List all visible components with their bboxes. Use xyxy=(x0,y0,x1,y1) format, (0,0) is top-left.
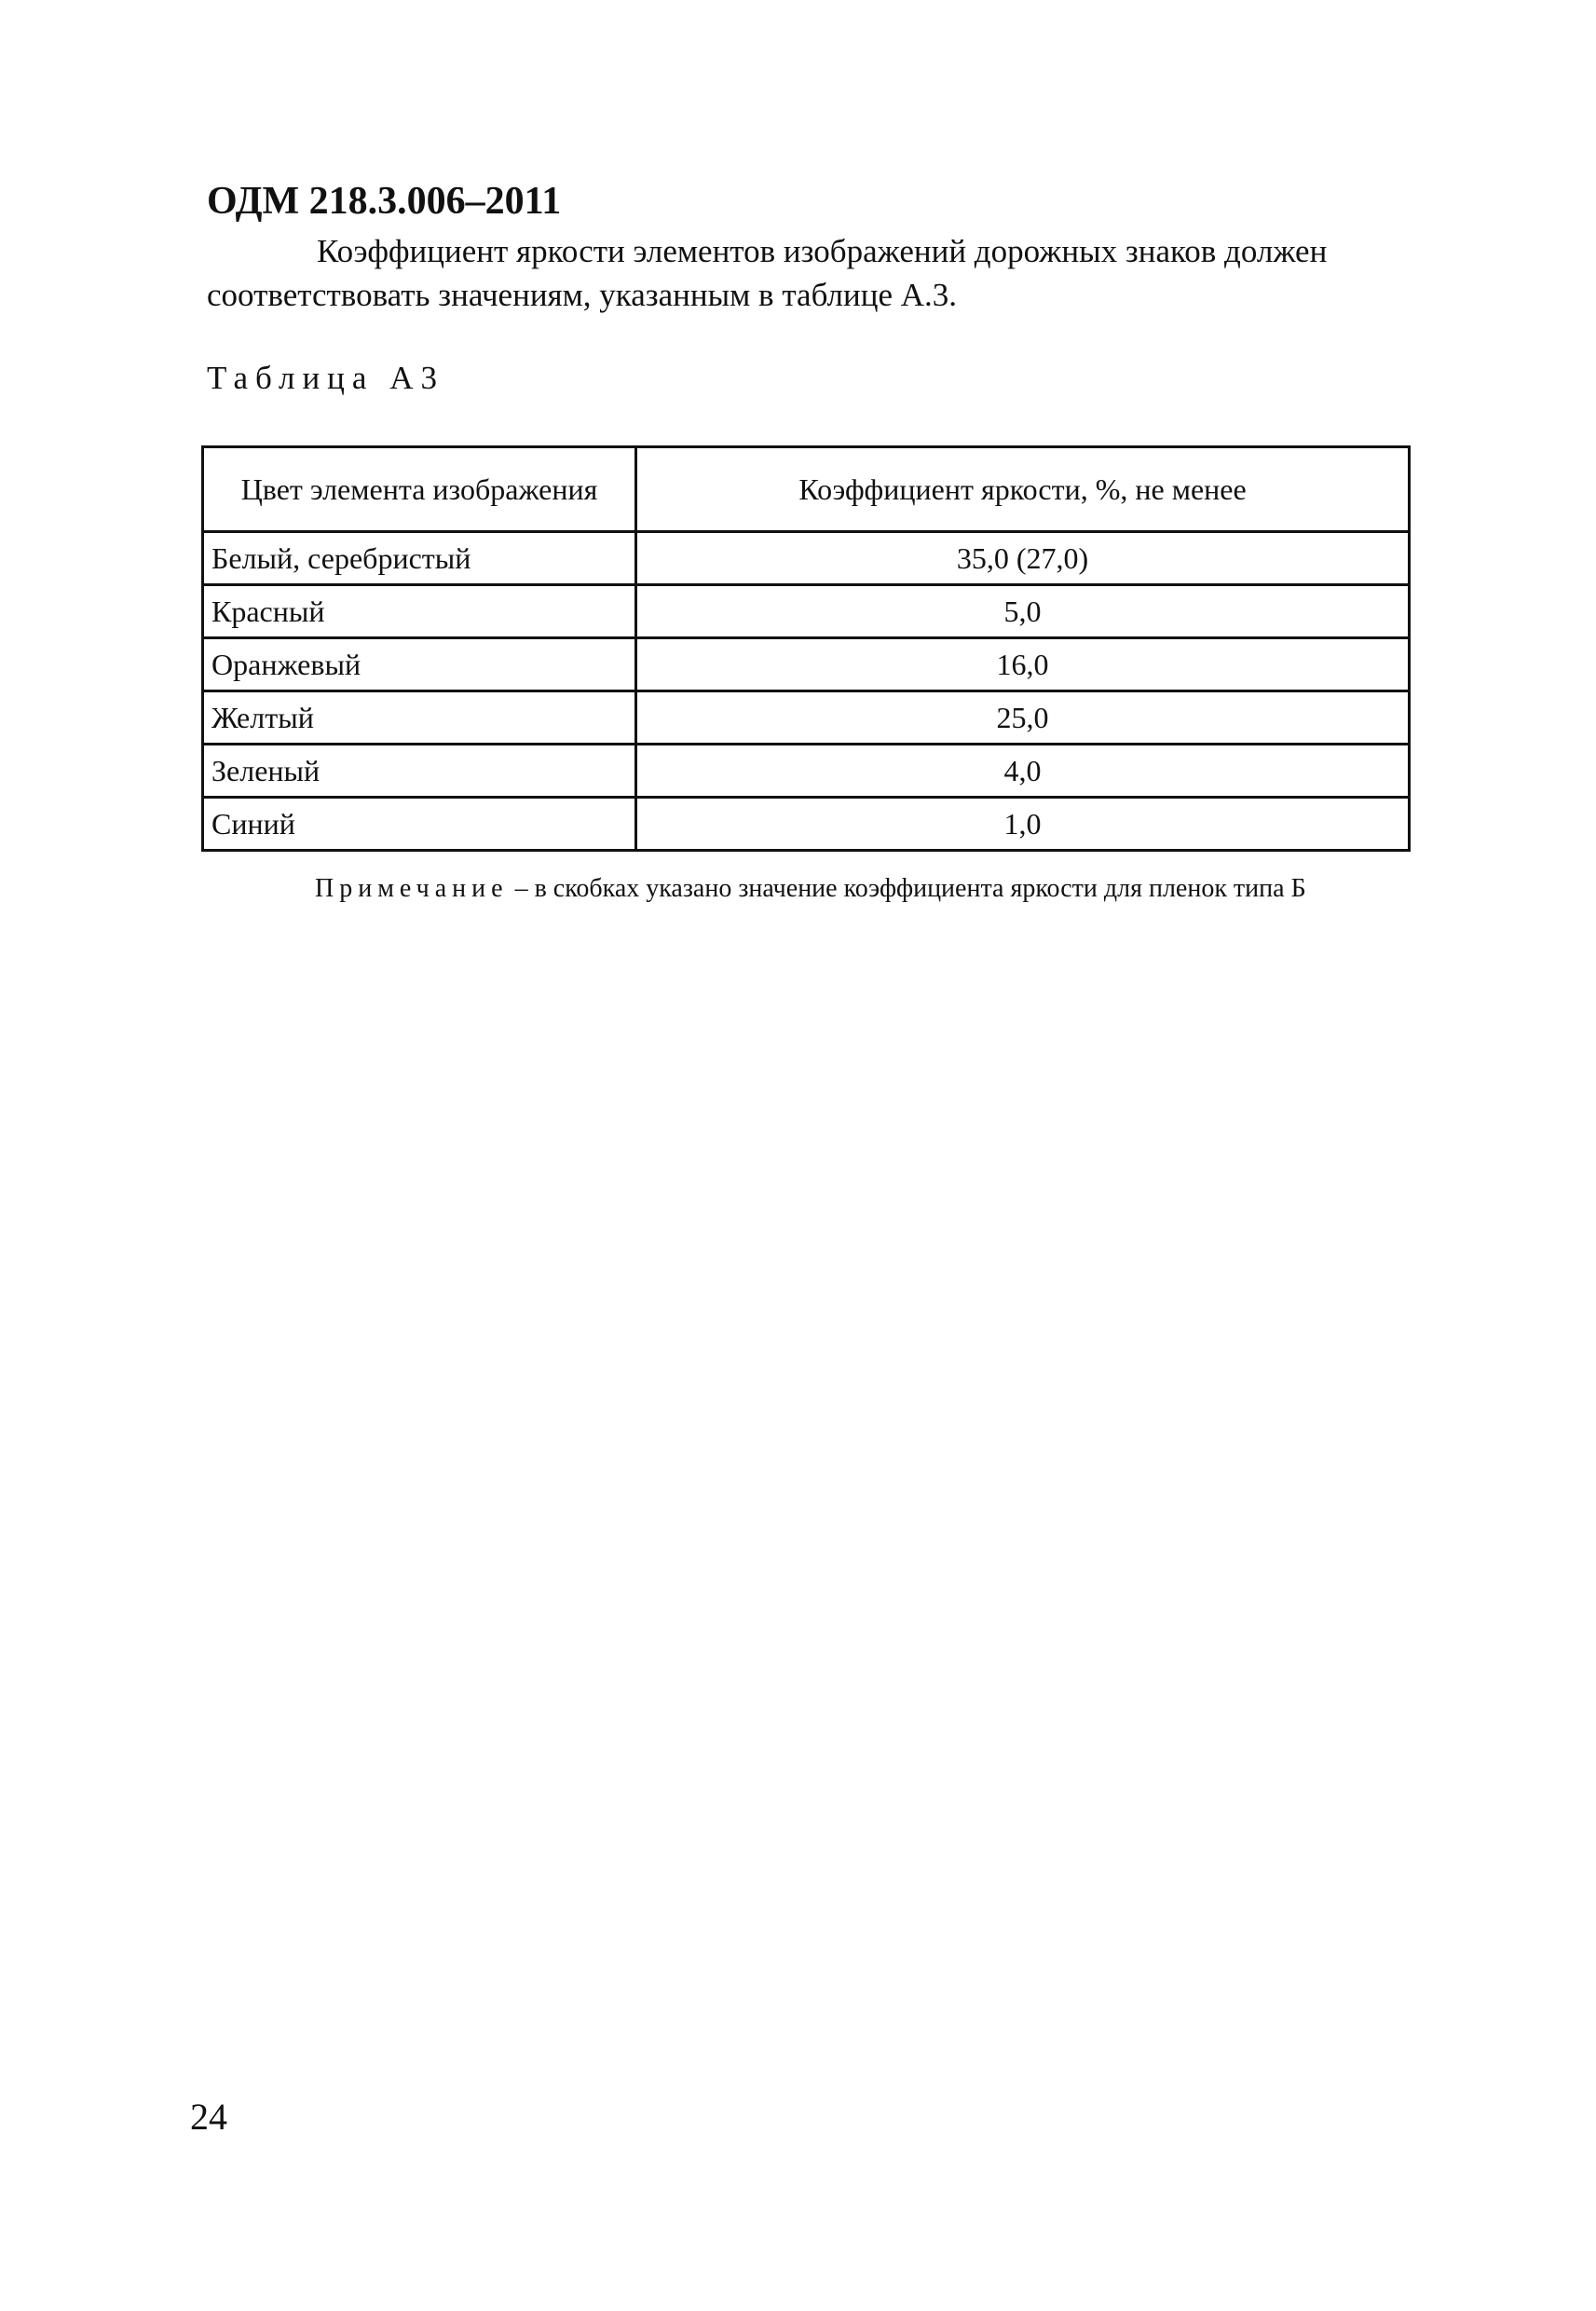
table-row xyxy=(203,585,1410,638)
cell-coefficient: 4,0 xyxy=(636,745,1410,798)
paragraph-line: соответствовать значениям, указанным в таблице А.3. xyxy=(207,277,957,313)
paragraph-line: Коэффициент яркости элементов изображений дорожных знаков должен xyxy=(317,233,1328,269)
intro-paragraph xyxy=(207,229,1409,317)
page-number: 24 xyxy=(190,2096,227,2138)
cell-coefficient: 35,0 (27,0) xyxy=(636,532,1410,585)
cell-color: Белый, серебристый xyxy=(203,532,636,585)
table-note xyxy=(315,874,1306,904)
table-row xyxy=(203,745,1410,798)
table-header-row xyxy=(203,447,1410,532)
header-color: Цвет элемента изображения xyxy=(203,447,636,532)
cell-coefficient: 5,0 xyxy=(636,585,1410,638)
cell-color: Оранжевый xyxy=(203,638,636,691)
cell-color: Красный xyxy=(203,585,636,638)
table-row xyxy=(203,691,1410,745)
cell-color: Желтый xyxy=(203,691,636,745)
note-text: – в скобках указано значение коэффициента яркости для пленок типа Б xyxy=(508,874,1306,903)
table-caption: Таблица А3 xyxy=(207,360,444,396)
document-code: ОДМ 218.3.006–2011 xyxy=(207,180,562,223)
header-coefficient: Коэффициент яркости, %, не менее xyxy=(636,447,1410,532)
cell-color: Синий xyxy=(203,798,636,851)
cell-color: Зеленый xyxy=(203,745,636,798)
cell-coefficient: 25,0 xyxy=(636,691,1410,745)
luminance-coefficient-table xyxy=(201,445,1411,852)
table-row xyxy=(203,798,1410,851)
table-row xyxy=(203,638,1410,691)
cell-coefficient: 1,0 xyxy=(636,798,1410,851)
cell-coefficient: 16,0 xyxy=(636,638,1410,691)
note-label: Примечание xyxy=(315,874,509,903)
table-row xyxy=(203,532,1410,585)
